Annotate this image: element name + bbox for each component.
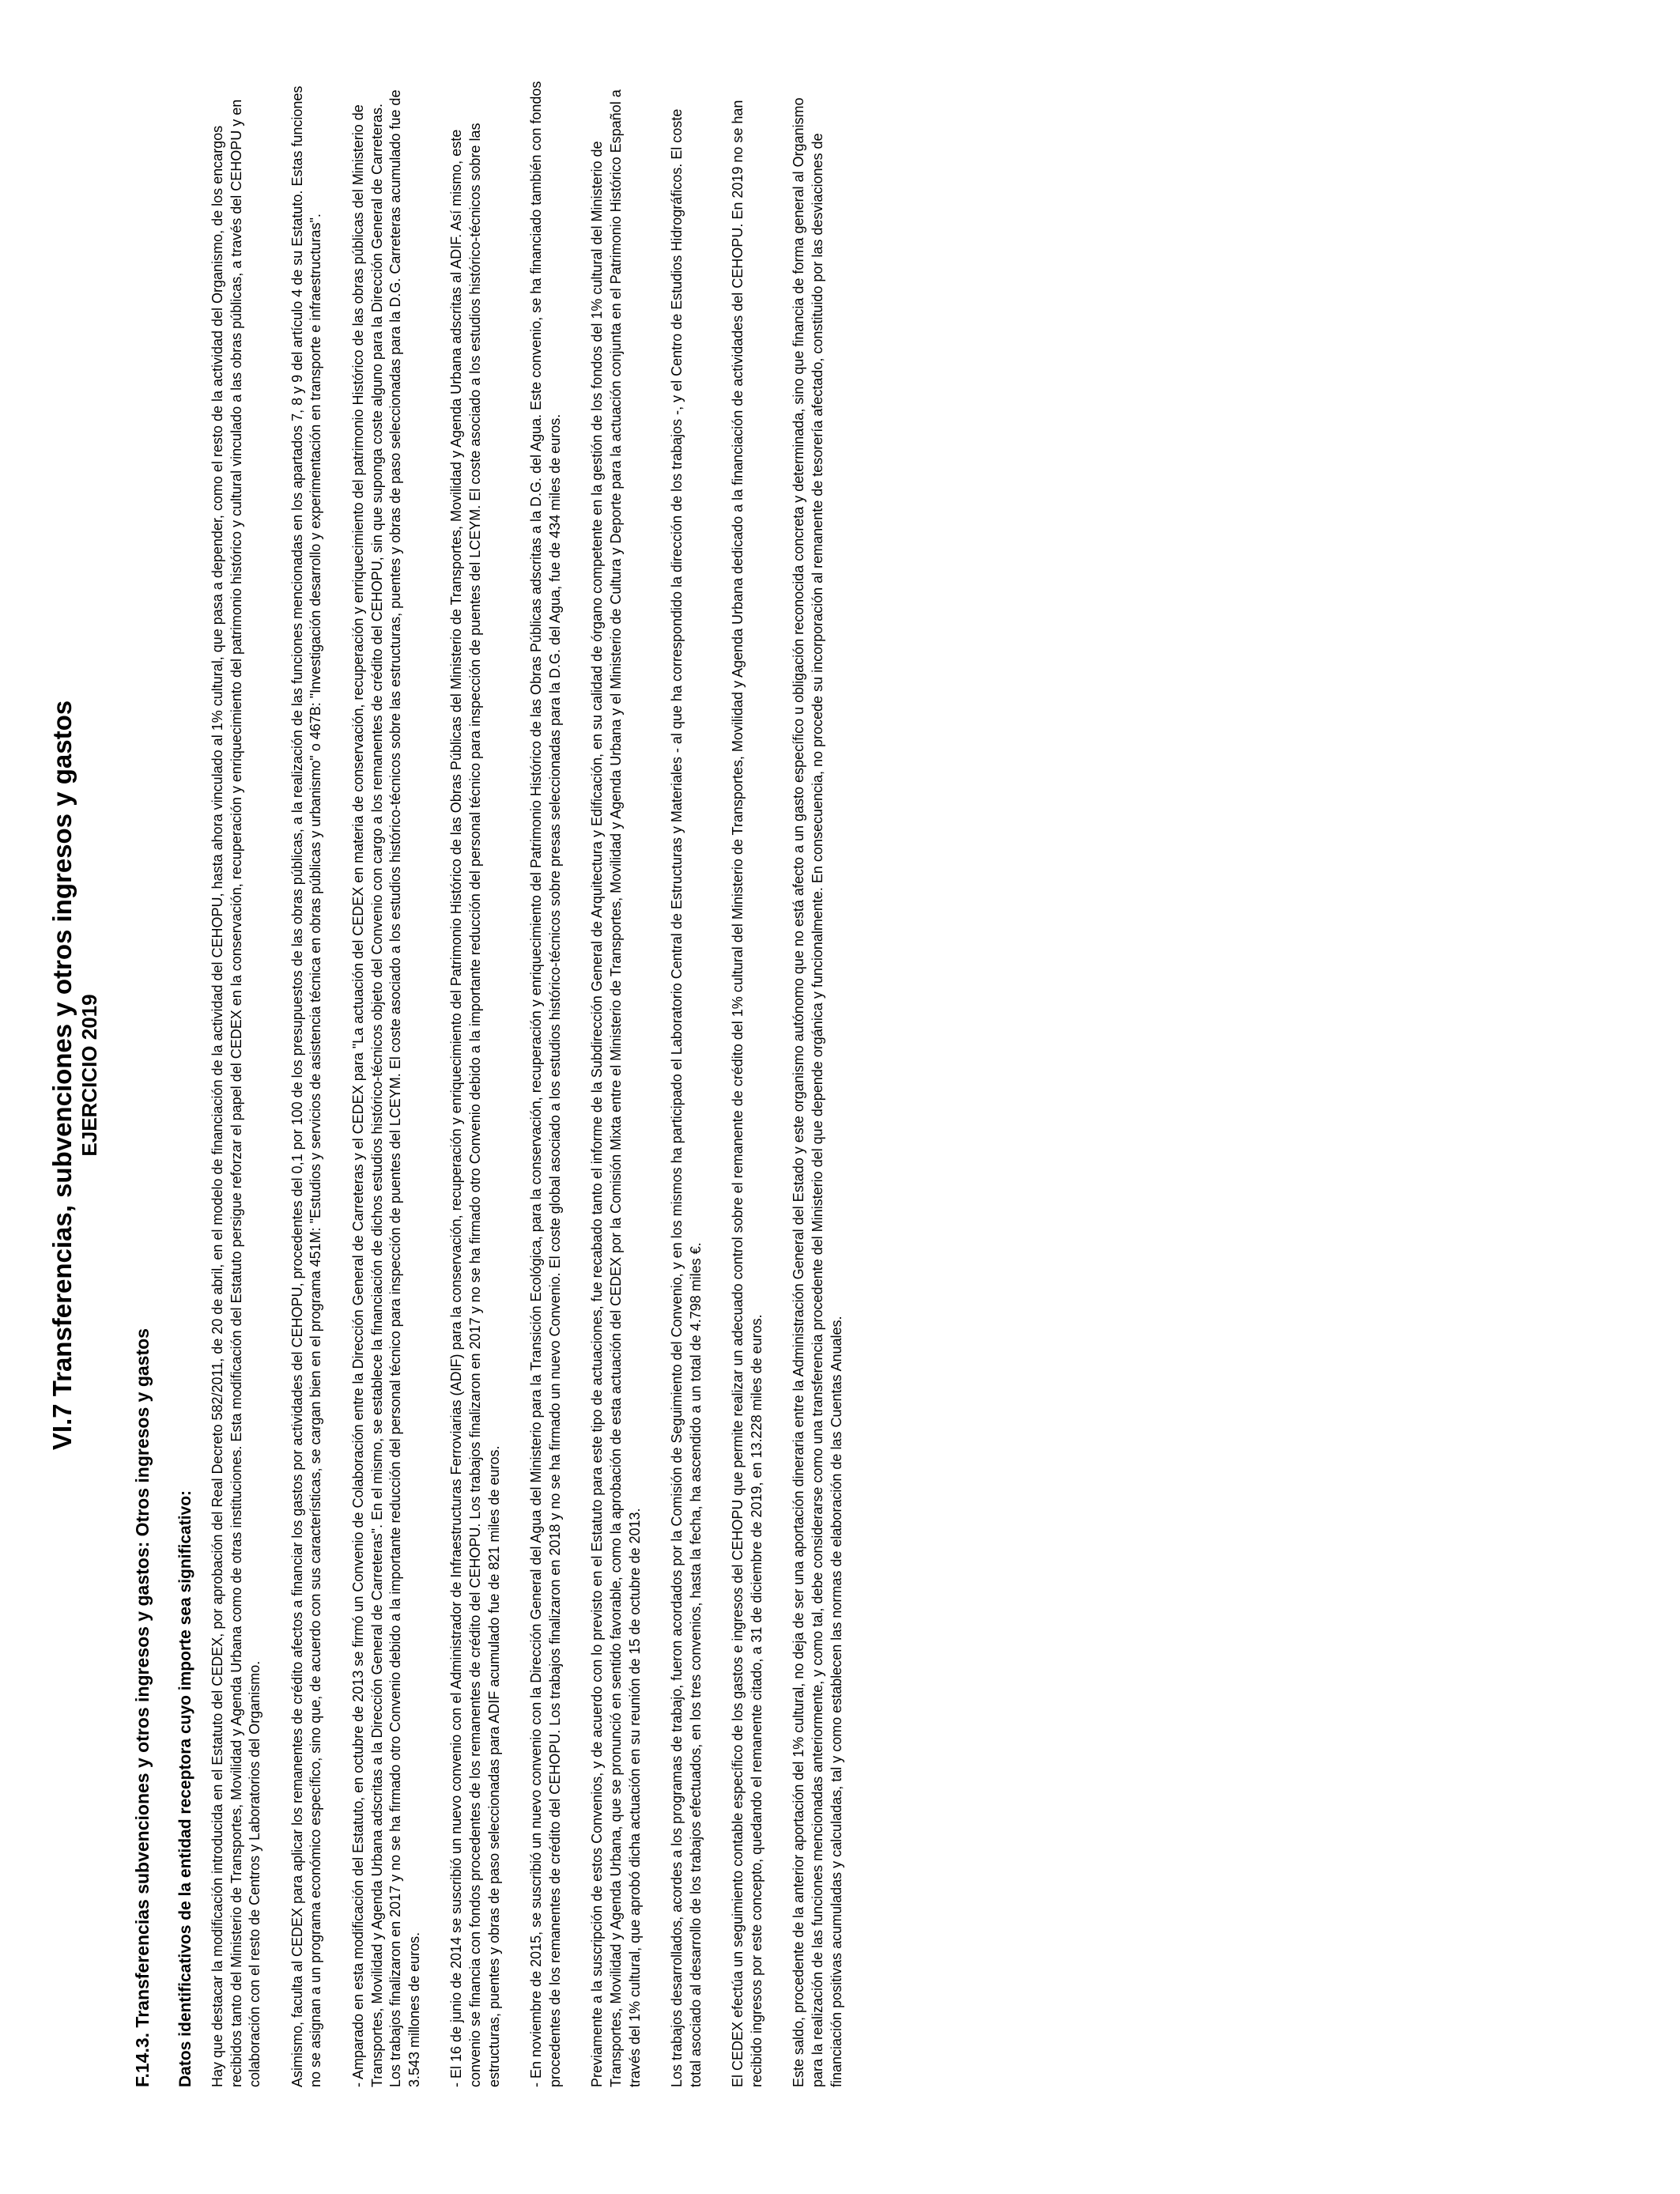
- page-title: VI.7 Transferencias, subvenciones y otros ingresos y gastos: [47, 700, 77, 1451]
- paragraph: - En noviembre de 2015, se suscribió un nuevo convenio con la Dirección General del Agua del Ministerio para la Transición Ecológica, para la conservación, recuperación y enriquecimiento del Patrimonio Histórico de las Obras Públicas adscritas a la D.G. del Agua. Este convenio, se ha financiado también con fondos procedentes de los remanentes de crédito del CEHOPU. Los trabajos finalizaron en 2018 y no se ha firmado un nuevo Convenio. El coste global asociado a los estudios histórico-técnicos sobre presas seleccionadas para la D.G. del Agua, fue de 434 miles de euros.: [528, 81, 563, 2087]
- paragraph: Hay que destacar la modificación introducida en el Estatuto del CEDEX, por aprobación del Real Decreto 582/2011, de 20 de abril, en el modelo de financiación de la actividad del CEHOPU, hasta ahora vinculado al 1% cultural, que pasa a depender, como el resto de la actividad del Organismo, de los encargos recibidos tanto del Ministerio de Transportes, Movilidad y Agenda Urbana como de otras instituciones. Esta modificación del Estatuto persigue reforzar el papel del CEDEX en la conservación, recuperación y enriquecimiento del patrimonio histórico y cultural vinculado a las obras públicas, a través del CEHOPU y en colaboración con el resto de Centros y Laboratorios del Organismo.: [210, 99, 263, 2087]
- section-title: F.14.3. Transferencias subvenciones y otros ingresos y gastos: Otros ingresos y gastos: [132, 1328, 153, 2087]
- subsection-title: Datos identificativos de la entidad receptora cuyo importe sea significativo:: [176, 1490, 194, 2087]
- paragraph: Los trabajos desarrollados, acordes a los programas de trabajo, fueron acordados por la Comisión de Seguimiento del Convenio, y en los mismos ha participado el Laboratorio Central de Estructuras y Materiales - al que ha correspondido la dirección de los trabajos -, y el Centro de Estudios Hidrográficos. El coste total asociado al desarrollo de los trabajos efectuados, en los tres convenios, hasta la fecha, ha ascendido a un total de 4.798 miles €.: [669, 108, 704, 2087]
- paragraph: Este saldo, procedente de la anterior aportación del 1% cultural, no deja de ser una aportación dineraria entre la Administración General del Estado y este organismo autónomo que no está afecto a un gasto específico u obligación reconocida concreta y determinada, sino que financia de forma general al Organismo para la realización de las funciones mencionadas anteriormente, y como tal, debe considerarse como una transferencia procedente del Ministerio del que depende orgánica y funcionalmente. En consecuencia, no procede su incorporación al remanente de tesorería afectado, constituido por las desviaciones de financiación positivas acumuladas y calculadas, tal y como establecen las normas de elaboración de las Cuentas Anuales.: [791, 97, 844, 2087]
- paragraph: - Amparado en esta modificación del Estatuto, en octubre de 2013 se firmó un Convenio de Colaboración entre la Dirección General de Carreteras y el CEDEX para "La actuación del CEDEX en materia de conservación, recuperación y enriquecimiento del patrimonio Histórico de las obras públicas del Ministerio de Transportes, Movilidad y Agenda Urbana adscritas a la Dirección General de Carreteras". En el mismo, se establece la financiación de dichos estudios histórico-técnicos objeto del Convenio con cargo a los remanentes de crédito del CEHOPU, sin que suponga coste alguno para la Dirección General de Carreteras. Los trabajos finalizaron en 2017 y no se ha firmado otro Convenio debido a la importante reducción del personal técnico para inspección de puentes del LCEYM. El coste asociado a los estudios histórico-técnicos sobre las estructuras, puentes y obras de paso seleccionadas para la D.G. Carreteras acumulado fue de 3.543 millones de euros.: [349, 89, 422, 2087]
- paragraph: El CEDEX efectúa un seguimiento contable específico de los gastos e ingresos del CEHOPU que permite realizar un adecuado control sobre el remanente de crédito del 1% cultural del Ministerio de Transportes, Movilidad y Agenda Urbana dedicado a la financiación de actividades del CEHOPU. En 2019 no se han recibido ingresos por este concepto, quedando el remanente citado, a 31 de diciembre de 2019, en 13.228 miles de euros.: [730, 100, 764, 2087]
- paragraph: Previamente a la suscripción de estos Convenios, y de acuerdo con lo previsto en el Estatuto para este tipo de actuaciones, fue recabado tanto el informe de la Subdirección General de Arquitectura y Edificación, en su calidad de órgano competente en la gestión de los fondos del 1% cultural del Ministerio de Transportes, Movilidad y Agenda Urbana, que se pronunció en sentido favorable, como la aprobación de esta actuación del CEDEX por la Comisión Mixta entre el Ministerio de Transportes, Movilidad y Agenda Urbana y el Ministerio de Cultura y Deporte para la actuación conjunta en el Patrimonio Histórico Español a través del 1% cultural, que aprobó dicha actuación en su reunión de 15 de octubre de 2013.: [589, 89, 643, 2087]
- page-subtitle: EJERCICIO 2019: [77, 994, 101, 1157]
- rotated-landscape-content: [47, 63, 1075, 2087]
- paragraph: - El 16 de junio de 2014 se suscribió un nuevo convenio con el Administrador de Infraestructuras Ferroviarias (ADIF) para la conservación, recuperación y enriquecimiento del Patrimonio Histórico de las Obras Públicas del Ministerio de Transportes, Movilidad y Agenda Urbana adscritas al ADIF. Así mismo, este convenio se financia con fondos procedentes de los remanentes de crédito del CEHOPU. Los trabajos finalizaron en 2017 y no se ha firmado otro Convenio debido a la importante reducción del personal técnico para inspección de puentes del LCEYM. El coste asociado a los estudios histórico-técnicos sobre las estructuras, puentes y obras de paso seleccionadas para ADIF acumulado fue de 821 miles de euros.: [448, 123, 502, 2087]
- paragraph: Asimismo, faculta al CEDEX para aplicar los remanentes de crédito afectos a financiar los gastos por actividades del CEHOPU, procedentes del 0,1 por 100 de los presupuestos de las obras públicas, a la realización de las funciones mencionadas en los apartados 7, 8 y 9 del artículo 4 de su Estatuto. Estas funciones no se asignan a un programa económico específico, sino que, de acuerdo con sus características, se cargan bien en el programa 451M: "Estudios y servicios de asistencia técnica en obras públicas y urbanismo" o 467B: "Investigación desarrollo y experimentación en transporte e infraestructuras".: [289, 85, 324, 2087]
